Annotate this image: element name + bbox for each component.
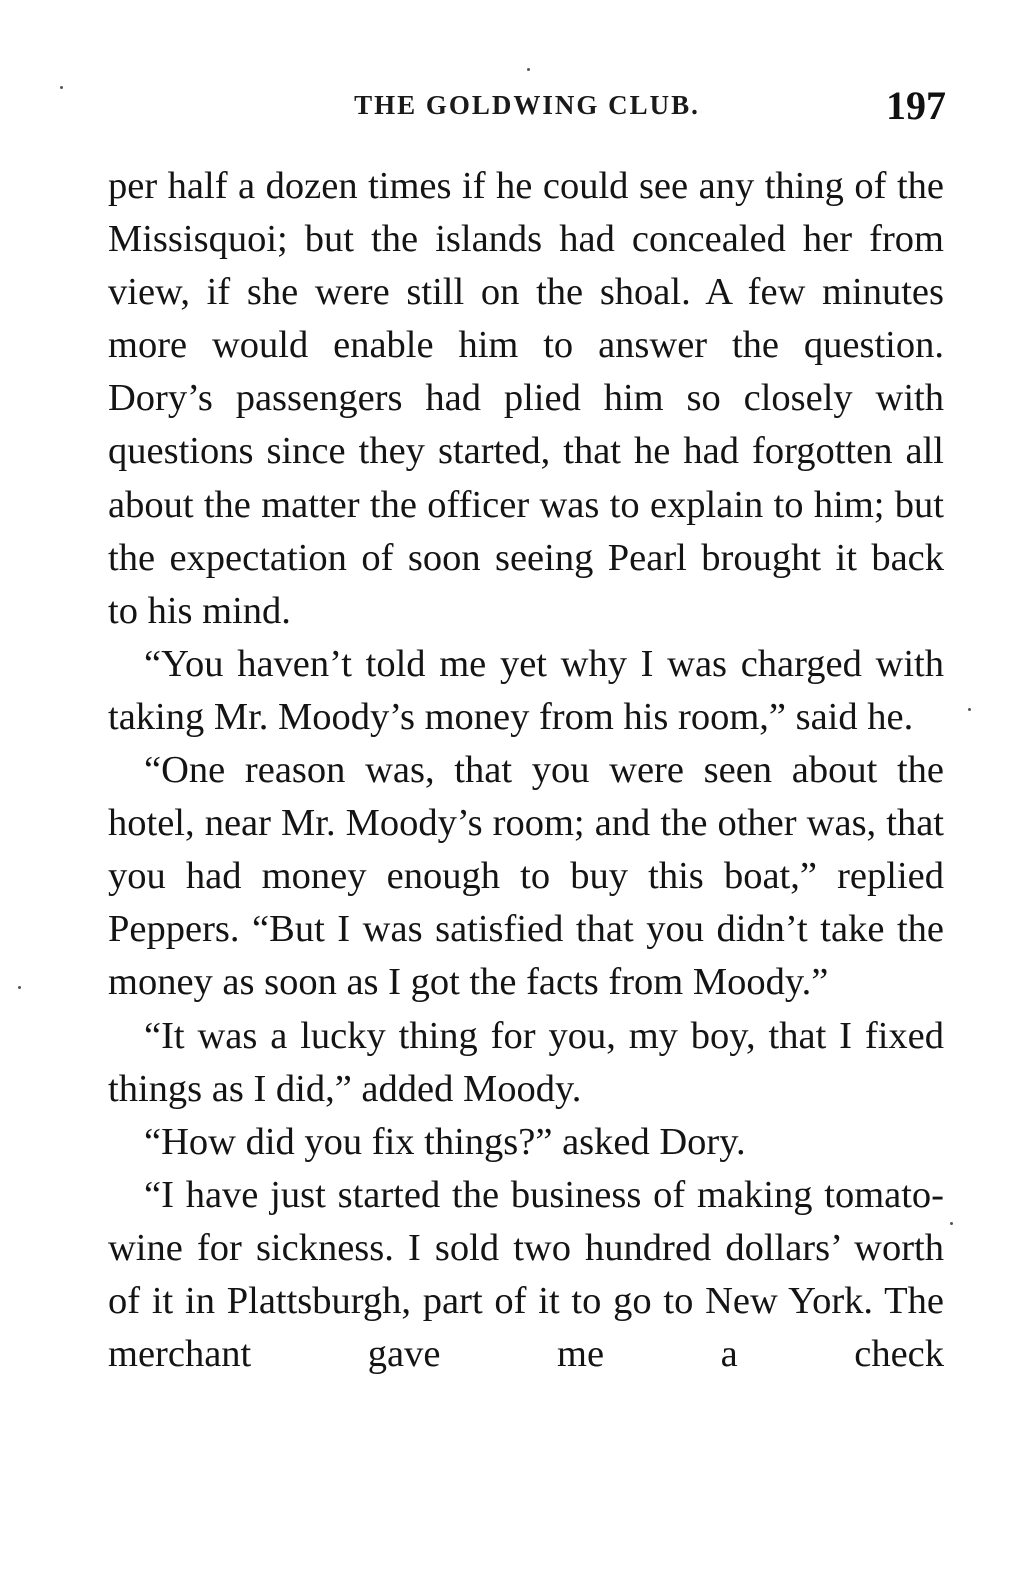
print-speck xyxy=(60,86,63,89)
body-text xyxy=(108,160,944,1381)
paragraph: “You haven’t told me yet why I was charged with taking Mr. Moody’s money from his room,” said he. xyxy=(108,642,944,738)
paragraph: “One reason was, that you were seen about the hotel, near Mr. Moody’s room; and the other was, that you had money enough to buy this boat,” replied Peppers. “But I was satisfied that you didn’t take the money as soon as I got the facts from Moody.” xyxy=(108,749,944,1004)
paragraph: “How did you fix things?” asked Dory. xyxy=(144,1120,746,1163)
running-head xyxy=(108,83,946,130)
running-title: THE GOLDWING CLUB. xyxy=(354,90,700,120)
print-speck xyxy=(18,986,21,989)
page-number: 197 xyxy=(886,83,946,128)
print-speck xyxy=(527,68,530,71)
print-speck xyxy=(968,708,971,711)
paragraph: “It was a lucky thing for you, my boy, that I fixed things as I did,” added Moody. xyxy=(108,1014,944,1110)
paragraph: “I have just started the business of making tomato-wine for sickness. I sold two hundred dollars’ worth of it in Plattsburgh, part of it to go to New York. The merchant gave me a check xyxy=(108,1173,944,1376)
paragraph-continued: per half a dozen times if he could see any thing of the Missisquoi; but the islands had concealed her from view, if she were still on the shoal. A few minutes more would enable him to answer the question. Dory’s passengers had plied him so closely with questions since they started, that he had forgotten all about the matter the officer was to explain to him; but the expectation of soon seeing Pearl brought it back to his mind. xyxy=(108,165,944,632)
print-speck xyxy=(950,1222,953,1225)
